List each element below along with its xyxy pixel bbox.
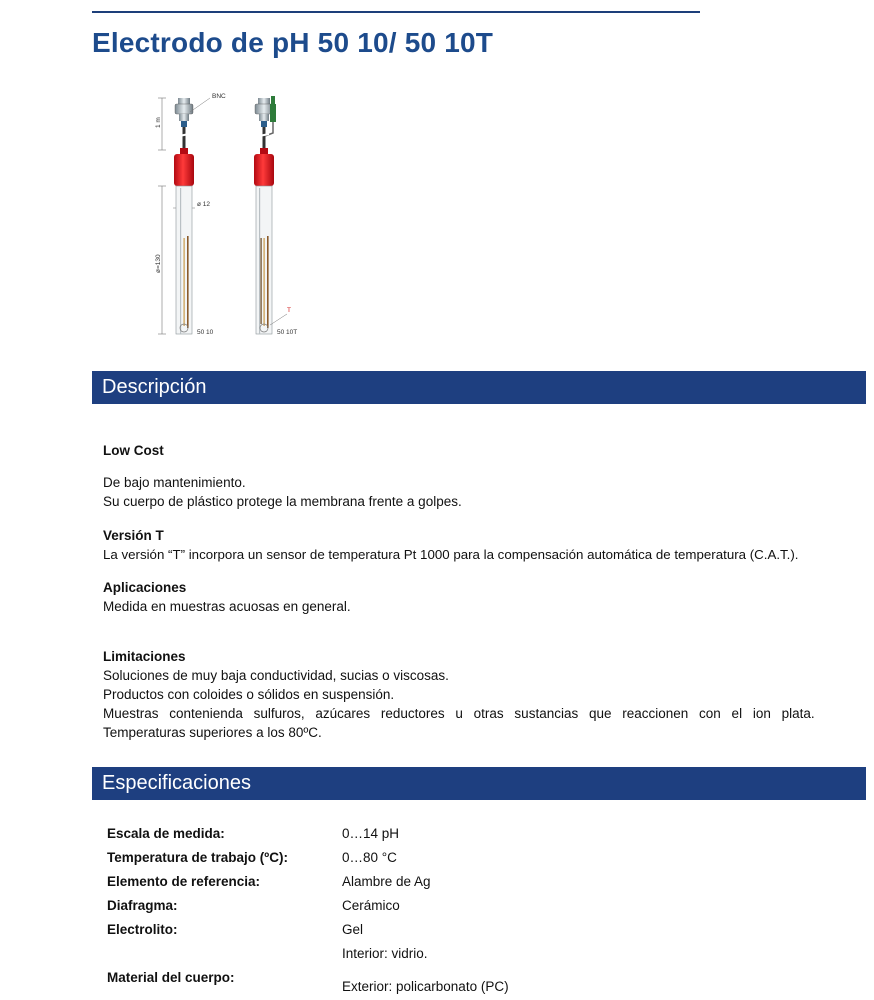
aplicaciones-title: Aplicaciones xyxy=(103,580,187,595)
electrode-diagram xyxy=(140,88,320,343)
low-cost-line-2: Su cuerpo de plástico protege la membrana frente a golpes. xyxy=(103,494,462,509)
spec-value-material-interior: Interior: vidrio. xyxy=(342,946,428,961)
top-rule xyxy=(92,11,700,13)
label-diameter: ø 12 xyxy=(197,201,211,208)
especificaciones-header: Especificaciones xyxy=(92,767,866,800)
limitaciones-line-1: Soluciones de muy baja conductividad, sucias o viscosas. xyxy=(103,668,449,683)
label-model-a: 50 10 xyxy=(197,329,214,336)
spec-value-material-exterior: Exterior: policarbonato (PC) xyxy=(342,979,509,994)
version-t-text: La versión “T” incorpora un sensor de temperatura Pt 1000 para la compensación automática de temperatura (C.A.T.). xyxy=(103,547,799,562)
limitaciones-line-2: Productos con coloides o sólidos en suspensión. xyxy=(103,687,395,702)
label-temp-sensor: T xyxy=(287,307,291,314)
spec-value-diafragma: Cerámico xyxy=(342,898,400,913)
version-t-title: Versión T xyxy=(103,528,164,543)
electrode-50-10t xyxy=(254,96,287,334)
spec-value-escala: 0…14 pH xyxy=(342,826,400,841)
label-length: ø=130 xyxy=(155,254,162,273)
spec-label-material: Material del cuerpo: xyxy=(107,970,235,985)
electrode-50-10 xyxy=(174,98,210,334)
spec-label-referencia: Elemento de referencia: xyxy=(107,874,261,889)
page-title: Electrodo de pH 50 10/ 50 10T xyxy=(92,27,494,58)
low-cost-title: Low Cost xyxy=(103,443,164,458)
aplicaciones-text: Medida en muestras acuosas en general. xyxy=(103,599,351,614)
low-cost-line-1: De bajo mantenimiento. xyxy=(103,475,246,490)
label-model-b: 50 10T xyxy=(277,329,298,336)
spec-label-temperatura: Temperatura de trabajo (ºC): xyxy=(107,850,288,865)
descripcion-header: Descripción xyxy=(92,371,866,404)
spec-value-electrolito: Gel xyxy=(342,922,364,937)
limitaciones-title: Limitaciones xyxy=(103,649,186,664)
label-bnc: BNC xyxy=(212,93,226,100)
spec-value-temperatura: 0…80 °C xyxy=(342,850,397,865)
limitaciones-line-3: Muestras contenienda sulfuros, azúcares reductores u otras sustancias que reaccionen con el ion plata. xyxy=(103,706,815,721)
spec-label-electrolito: Electrolito: xyxy=(107,922,178,937)
spec-value-referencia: Alambre de Ag xyxy=(342,874,431,889)
limitaciones-line-4: Temperaturas superiores a los 80ºC. xyxy=(103,725,322,740)
spec-label-escala: Escala de medida: xyxy=(107,826,225,841)
label-cable-length: 1 m xyxy=(155,117,162,128)
spec-label-diafragma: Diafragma: xyxy=(107,898,178,913)
